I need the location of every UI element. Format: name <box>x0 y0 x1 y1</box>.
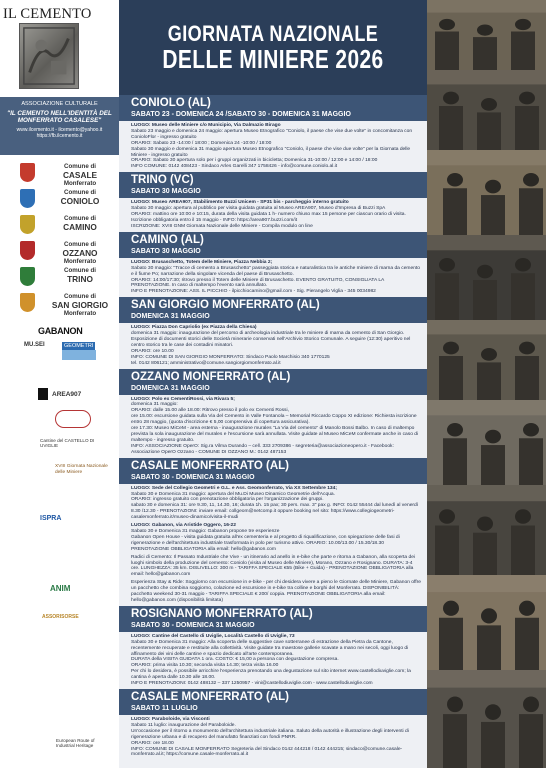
miner-figure <box>477 265 493 279</box>
section-header <box>119 297 427 323</box>
miner-figure <box>485 704 501 720</box>
miner-figure <box>511 32 535 71</box>
miner-figure <box>443 438 467 485</box>
section-header <box>119 689 427 715</box>
section-header <box>119 458 427 484</box>
miner-figure <box>519 92 535 105</box>
musei-logo: MU.SEI <box>24 342 45 348</box>
section-city: CONIOLO (AL) <box>131 97 211 109</box>
town-name: OZZANO <box>62 247 98 258</box>
section-paragraph: LUOGO: Museo delle Miniere c/o Municipio, Via Dalmazio Birago <box>131 123 281 128</box>
section-header <box>119 369 427 395</box>
town-trino <box>0 264 119 290</box>
section-paragraph: ore 15.00: escursione guidata sulla Via del Cemento in Valle Fontanola – Memorial Riccardo Coppo XI edizione: Richiesta iscrizione entro 28 maggio, (quota d'iscrizione € 5,00 comprensiva di copertura assicurativa). <box>131 414 417 426</box>
crest-icon <box>20 267 35 286</box>
section-date: SABATO 30 MAGGIO <box>131 247 201 255</box>
miner-figure <box>485 430 501 444</box>
section-paragraph: Per chi lo desidera, è possibile arricchire l'esperienza prenotando una degustazione sul sito internet www.castellodiuviglie.com; la cantina è aperta dalle 10.30 alle 18.00. <box>131 669 411 681</box>
miner-figure <box>443 601 459 616</box>
miner-figure <box>447 173 463 187</box>
town-ozzano <box>0 238 119 264</box>
section-paragraph: domenica 31 maggio: <box>131 402 178 408</box>
section-paragraph: Sabato 30 maggio: apertura al pubblico per visita guidata gratuita al Museo AREA907, Museo d'Impresa di Buzzi SpA <box>131 206 386 212</box>
section-paragraph: Sabato 11 luglio: inaugurazione del Paraboloide. <box>131 722 236 728</box>
miner-figure <box>515 618 539 670</box>
mining-photo-image <box>427 70 546 150</box>
section-city: OZZANO MONFERRATO (AL) <box>131 370 291 383</box>
opero-logo <box>55 410 91 428</box>
section-paragraph: LUOGO: Sede del Collegio Geometri e G.L. e Ass. Geomonferrato, Via XX Settembre 134; <box>131 485 338 491</box>
section-paragraph: ORARIO: ingresso gratuito con prenotazione obbligatoria per l'organizzazione dei gruppi. <box>131 497 324 503</box>
crest-icon <box>20 241 35 260</box>
section-city: TRINO (VC) <box>131 174 194 187</box>
section-paragraph: LUOGO: Museo AREA907, Stabilimento Buzzi Unicem - SP31 bis - parcheggio interno gratuito <box>131 200 349 206</box>
section-body <box>119 258 427 297</box>
section-paragraph: Radici di Cemento: Il Passato Industriale che Vive - un itinerario ad anello in e-bike che parte e ritorna a Gabanon, alla scoperta dei luoghi simbolo della produzione del cemento: Coniolo (visita al Museo delle Miniere), Morano, Ozzano e Rosignano. DURATA: 3-4 ore. LUNGHEZZA: 35 km. DISLIVELLO: 300 m - TARIFFA SPECIALE €55 (Bike + Guida) - PRENOTAZIONE OBBLIGATORIA alla email: hello@gabanon.com <box>131 554 416 578</box>
section-paragraph: ORARIO: dalle 15.00 alle 18.00: Ritrovo presso il polo ex Cementi Rossi, <box>131 408 289 414</box>
mining-photo <box>427 235 546 320</box>
mining-photo <box>427 150 546 235</box>
section-paragraph: ISCRIZIONE: XVIII GNM Giornata Nazionale delle Miniere - Compila modulo on line <box>131 223 313 229</box>
title-line-2: DELLE MINIERE 2026 <box>162 46 384 74</box>
section-paragraph: Gabanon Open House - visita guidata gratuita all'ex cementeria e al progetto di riqualificazione, con spiegazione delle fasi di rigenerazione e dell'architettura industriale trasformata in polo per turismo attivo. ORARIO: 10.00/13.00 / 15.30/18.30 PRENOTAZIONE OBBLIGATORIA alla email: hello@gabanon.com <box>131 534 400 552</box>
miner-figure <box>485 180 501 194</box>
town-casale <box>0 160 119 186</box>
section-date: SABATO 30 - DOMENICA 31 MAGGIO <box>131 621 255 629</box>
town-post: Monferrato <box>63 309 97 317</box>
miner-figure <box>435 273 459 320</box>
mining-photo-image <box>427 575 546 670</box>
miner-figure <box>477 362 501 400</box>
miner-figure <box>523 696 539 712</box>
miner-figure <box>439 19 455 30</box>
section-paragraph: ORARIO: ore 18.00 <box>131 740 174 746</box>
section-paragraph: INFO E PRENOTAZIONI: 0142 488132 – 337 1250957 - vini@castellodiuviglie.com - www.castellodiuviglie.com <box>131 681 373 687</box>
anim-logo: ANIM <box>50 584 71 593</box>
cantine-logo: Cantine del CASTELLO DI UVIGLIE <box>40 438 95 449</box>
town-name: CAMINO <box>63 221 97 232</box>
miner-figure <box>473 37 497 70</box>
mining-photo-image <box>427 0 546 70</box>
miner-figure <box>481 348 497 361</box>
miner-figure <box>477 625 501 670</box>
section-header <box>119 172 427 198</box>
section-date: SABATO 11 LUGLIO <box>131 705 198 712</box>
section-paragraph: INFO: ASSOCIAZIONE OperO: Sig.ra Vilma Durando – cell. 333 2709386 - segreteria@associazioneopero.it - Facebook: Associazione OperO Ozzano - COMUNE DI OZZANO M.: 0142 487153 <box>131 443 394 455</box>
miner-figure <box>473 533 497 575</box>
town-post: Monferrato <box>63 257 97 265</box>
miner-figure <box>481 722 505 768</box>
miner-figure <box>447 696 463 712</box>
geometri-logo: GEOMETRI <box>64 343 94 349</box>
section-body <box>119 484 427 606</box>
mining-photo-image <box>427 150 546 235</box>
miner-figure <box>515 356 539 400</box>
miner-figure <box>519 601 535 616</box>
section-paragraph: LUOGO: Cantine del Castello di Uviglie, Località Castello di Uviglie, 73 <box>131 633 295 639</box>
section-header <box>119 95 427 121</box>
section-body <box>119 715 427 760</box>
section-city: SAN GIORGIO MONFERRATO (AL) <box>131 299 320 312</box>
title-line-1: GIORNATA NAZIONALE <box>167 21 379 46</box>
miner-figure <box>443 714 467 768</box>
assorisorse-logo: ASSORISORSE <box>42 614 79 620</box>
town-pre: Comune di <box>64 241 96 248</box>
miner-figure <box>481 445 505 485</box>
town-name: CASALE <box>62 169 98 180</box>
section-paragraph: Sabato 23 maggio e domenica 24 maggio: apertura Museo Etnografico "Coniolo, il paese che vise due volte" in concomitanza con ConioloFlor - ingresso gratuito <box>131 128 413 140</box>
miner-figure <box>519 714 543 768</box>
miner-figure <box>519 438 543 485</box>
logo-title: IL CEMENTO <box>3 6 92 22</box>
assoc-name: "IL CEMENTO NELL'IDENTITÀ DEL MONFERRATO CASALESE" <box>7 110 112 124</box>
section-paragraph: LUOGO: Brusaschetto, Totem delle Miniere, Piazza Nebbia 2; <box>131 259 273 265</box>
section-paragraph: INFO: COMUNE DI SAN GIORGIO MONFERRATO: Sindaco Paolo Marchisio 340 1770125 <box>131 354 330 360</box>
town-list <box>0 160 119 316</box>
section-paragraph: Sabato 30 maggio: "Tracce di cemento a Brusaschetto" passeggiata storica e naturalistica tra le antiche miniere di marna da cemento e il fiume Po; narrazione della singolare vicenda del paese di Brusaschetto. <box>131 265 421 277</box>
section-paragraph: INFO: COMUNE DI CASALE MONFERRATO Segreteria del Sindaco 0142 444218 / 0142 444215; sindaco@comune.casale-monferrato.al.it; https://comune.casale-monferrato.al.it <box>131 746 403 758</box>
mining-photo <box>427 320 546 400</box>
miner-figure <box>439 106 463 150</box>
mining-photo-image <box>427 400 546 485</box>
miner-figure <box>515 258 531 272</box>
mining-photo-image <box>427 235 546 320</box>
section-paragraph: INFO COMUNE: 0142 408423 - Sindaco Arles Garelli 347 1758426 - info@comune.coniolo.al.it <box>131 164 338 170</box>
crest-icon <box>20 163 35 182</box>
mining-photo-image <box>427 670 546 768</box>
section-body <box>119 632 427 689</box>
section-paragraph: Sabato 30 e Domenica 31 maggio: apertura del Mu.Di Museo Dinamico Geometrie dell'Acqua. <box>131 491 336 497</box>
section-city: CASALE MONFERRATO (AL) <box>131 459 290 472</box>
gabanon-logo: GABANON <box>38 326 83 336</box>
mining-photo <box>427 70 546 150</box>
miner-figure <box>443 342 459 355</box>
section-paragraph: Un'occasione per il ritorno a monumento dell'architettura industriale italiana. Saluto della autorità e illustrazione degli interventi di rigenerazione urbana e di recupero del manufatto finanziati con fondi PNRR. <box>131 728 409 740</box>
town-post: Monferrato <box>63 179 97 187</box>
town-name: CONIOLO <box>60 195 100 206</box>
geometri-badge <box>62 350 96 360</box>
section-paragraph: INFO E PRENOTAZIONE: ASS. IL PICCHIO - ilpicchiocamino@gmail.com - Sig. Pierangelo Viglia - 345 0034982 <box>131 289 376 295</box>
section-header <box>119 606 427 632</box>
crest-icon <box>20 293 35 312</box>
miner-figure <box>439 356 463 400</box>
mining-photo-image <box>427 485 546 575</box>
miner-figure <box>481 195 505 235</box>
miner-figure <box>511 273 535 320</box>
town-pre: Comune di <box>64 215 96 222</box>
section-paragraph: LUOGO: Piazza Don Capriolio (ex Piazza della Chiesa) <box>131 325 257 331</box>
assoc-label: ASSOCIAZIONE CULTURALE <box>21 101 98 107</box>
section-paragraph: Sabato 30 e Domenica 31 maggio: Gabanon propone tre esperienze <box>131 528 280 534</box>
section-paragraph: ORARIO: prima visita 10.30; seconda visita 14.30; terza visita 16.00 <box>131 663 279 669</box>
section-paragraph: ORARIO: ore 10.00 <box>131 348 174 354</box>
miner-figure <box>523 423 539 437</box>
photo-strip <box>427 0 546 768</box>
event-sections <box>119 95 427 760</box>
section-paragraph: tel. 0142 806121; amministrativo@comune.sangiorgiomonferrato.al.it <box>131 360 281 366</box>
miner-figure <box>435 32 459 71</box>
association-box <box>0 97 119 155</box>
section-paragraph: ORARIO: 14:00/17:30; ritrovo presso il Totem delle Miniere di Brusaschetto. EVENTO GRATUITO, CONSIGLIATA LA PRENOTAZIONE. In caso di maltempo l'evento sarà annullato. <box>131 277 385 289</box>
section-paragraph: sabato 30 e domenica 31: ore 9.30, 11, 14.30, 16; durata 1h. 15 pax; 30 pers. max. 3" pax g. INFO: 0142 55444 dal lunedì al venerdì 8.30 /12.30 - PRENOTAZIONI: inviare email: collgeom@netcomp.it oppure booking nel sito: https://www.collegiogeometri-casalemonferrato.it/museo-dinamico/visita-il-mudi <box>131 503 419 521</box>
sidebar <box>0 0 119 768</box>
miner-figure <box>439 618 463 670</box>
logo-relief-icon <box>20 24 78 88</box>
section-date: SABATO 30 - DOMENICA 31 MAGGIO <box>131 473 255 481</box>
town-pre: Comune di <box>64 163 96 170</box>
mining-photo-image <box>427 320 546 400</box>
miner-figure <box>519 188 543 235</box>
miner-figure <box>481 98 497 111</box>
section-paragraph: ORARIO: mattino ore 10:00 e 10:15, durata della visita guidata 1 h- numero chiuso max 15 persone per ciascun orario di visita. Iscrizione obbligatoria entro il 15 maggio - INFO: https://area907.buzzi.com/it <box>131 212 406 223</box>
town-coniolo <box>0 186 119 212</box>
miner-figure <box>473 280 497 320</box>
town-name: SAN GIORGIO <box>51 299 109 310</box>
section-paragraph: LUOGO: Polo ex CementiRossi, via Rivara 5; <box>131 396 235 402</box>
miner-figure <box>443 92 459 105</box>
miner-figure <box>511 526 535 576</box>
miner-figure <box>477 112 501 150</box>
miner-figure <box>439 258 455 272</box>
section-body <box>119 198 427 232</box>
miner-figure <box>477 25 493 36</box>
section-paragraph: ORARIO: Sabato 30 apertura solo per i gruppi organizzati in bicicletta; Domenica 31-10:00 / 12:00 e 14:00 / 18:00 <box>131 158 378 164</box>
section-date: SABATO 30 MAGGIO <box>131 188 201 196</box>
section-paragraph: Sabato 30 e Domenica 31 maggio: Alla scoperta delle suggestive cave sotterranee di estrazione della Pietra da Cantone, recentemente recuperate e restituite alla collettività. Visite guidate tra maestose gallerie scavate a mano nei secoli, oggi luogo di affinamento dei vini delle cantine e spazio dedicato all'arte contemporanea. <box>131 639 409 657</box>
mining-photo <box>427 670 546 768</box>
logo-relief-image <box>19 23 79 89</box>
area907-icon <box>38 388 48 400</box>
mining-photo <box>427 575 546 670</box>
section-header <box>119 232 427 258</box>
town-camino <box>0 212 119 238</box>
section-body <box>119 121 427 172</box>
miner-figure <box>481 608 497 623</box>
section-paragraph: LUOGO: Gabanon, via Aristide Oggero, 16-22 <box>131 523 236 529</box>
miner-figure <box>477 517 493 531</box>
crest-icon <box>20 189 35 208</box>
section-city: ROSIGNANO MONFERRATO (AL) <box>131 607 313 620</box>
miner-figure <box>515 19 531 30</box>
section-paragraph: LUOGO: Paraboloide, via Visconti <box>131 717 210 722</box>
title-banner <box>119 0 427 95</box>
section-city: CASALE MONFERRATO (AL) <box>131 691 290 703</box>
crest-icon <box>20 215 35 234</box>
ispra-logo: ISPRA <box>40 515 62 522</box>
miner-figure <box>519 342 535 355</box>
miner-figure <box>515 509 531 523</box>
main-panel <box>119 0 427 768</box>
section-city: CAMINO (AL) <box>131 233 204 246</box>
miner-figure <box>515 106 539 150</box>
section-date: SABATO 23 - DOMENICA 24 /SABATO 30 - DOMENICA 31 MAGGIO <box>131 111 351 118</box>
assoc-links[interactable]: www.ilcemento.it - ilcemento@yahoo.it <box>16 127 103 133</box>
miner-figure <box>439 509 455 523</box>
section-paragraph: Sabato 30 maggio e domenica 31 maggio apertura Museo Etnografico "Coniolo, il paese che vise due volte" per la Giornata delle Miniere - ingresso gratuito <box>131 146 411 158</box>
section-paragraph: Esperienza Stay & Ride: Soggiorno con escursione in e-bike - per chi desidera vivere a pieno le Giornate delle Miniere, Gabanon offre un pacchetto che combina soggiorno, colazione ed escursione in e-bike tra colline e borghi del Monferrato. DISPONIBILITÀ: pacchetto weekend 30-31 maggio - TARIFFA SPECIALE € 200/ coppia. PRENOTAZIONE OBBLIGATORIA alla email: hello@gabanon.com (disponibilità limitata) <box>131 580 421 603</box>
section-paragraph: ore 17.30: Museo MiCeM - area esterna - inaugurazione murales "La Via del cemento" di Manolo Bossi Balbo. In caso di maltempo prevista la sola inaugurazione del murales e l'escursione sarà annullata. Visite guidate al Museo MiCeM confermate anche in caso di maltempo - ingresso gratuito. <box>131 426 419 443</box>
miner-figure <box>447 423 463 437</box>
section-body <box>119 323 427 368</box>
european-route-logo: European Route of Industrial Heritage <box>56 738 95 749</box>
town-name: TRINO <box>67 273 93 284</box>
town-pre: Comune di <box>64 293 96 300</box>
town-pre: Comune di <box>64 189 96 196</box>
mining-photo <box>427 485 546 575</box>
giornata-logo: XVIII Giornata Nazionale delle Miniere <box>55 464 108 475</box>
assoc-facebook[interactable]: https://fb.ilcemento.it <box>36 133 83 140</box>
section-paragraph: domenica 31 maggio: inaugurazione del percorso di archeologia industriale tra le miniere di marna da cemento di San Giorgio. Esposizione di documenti storici delle Società minerarie conservati nell'Archivio Storico Comunale. A seguire (12:30) aperitivo nel centro storico tra le case dei contadini minatori. <box>131 331 411 348</box>
miner-figure <box>435 526 459 576</box>
section-date: DOMENICA 31 MAGGIO <box>131 384 210 392</box>
area907-logo: AREA907 <box>52 391 82 398</box>
section-date: DOMENICA 31 MAGGIO <box>131 313 210 321</box>
section-paragraph: ORARIO: Sabato 23 -14:00 / 18:00 ; Domenica 24 -10:00 / 18:00 <box>131 140 272 146</box>
mining-photo <box>427 0 546 70</box>
town-pre: Comune di <box>64 267 96 274</box>
town-san-giorgio <box>0 290 119 316</box>
section-paragraph: DURATA della VISITA GUIDATA 1 ora. COSTO: € 15,00 a persona con degustazione compresa. <box>131 657 339 663</box>
miner-figure <box>443 188 467 235</box>
section-body <box>119 395 427 458</box>
miner-figure <box>523 173 539 187</box>
mining-photo <box>427 400 546 485</box>
